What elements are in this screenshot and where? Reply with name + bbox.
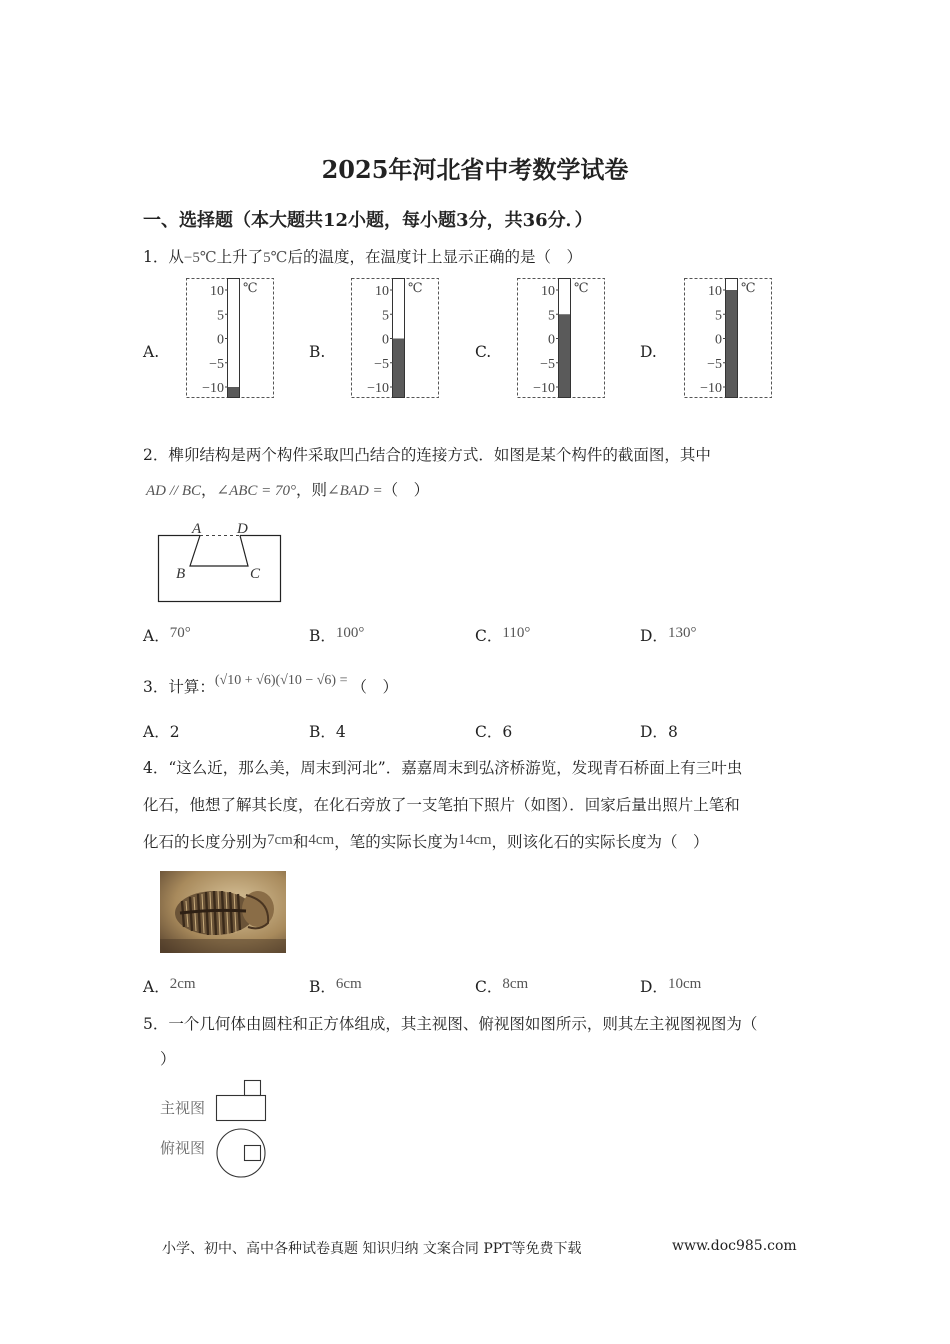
- q2-math-2: ∠ABC = 70°: [216, 483, 297, 499]
- tick-label: −10: [533, 381, 555, 396]
- q4-math-2: 4cm: [308, 832, 335, 848]
- q4-text-3: ，笔的实际长度为: [334, 833, 459, 851]
- page-title: 2025年河北省中考数学试卷: [321, 155, 629, 184]
- q5-line-2: ）: [160, 1050, 176, 1068]
- mercury-column: [393, 339, 404, 398]
- tick-label: 5: [548, 308, 555, 324]
- tick-label: 5: [715, 308, 722, 324]
- thermometer-option-0[interactable]: [186, 278, 274, 398]
- option-value: 2cm: [169, 976, 196, 992]
- option-value: 4: [335, 723, 346, 741]
- unit-label: ℃: [408, 280, 423, 295]
- option-label: A．: [143, 627, 170, 645]
- point-label-c: C: [250, 566, 261, 582]
- q3-option-b[interactable]: [309, 720, 346, 742]
- q1-math-2: 5℃: [263, 250, 288, 266]
- front-view-label: 主视图: [160, 1099, 206, 1117]
- q2-text-3: ，则: [296, 481, 328, 499]
- three-view-diagram: [214, 1078, 270, 1180]
- tenon-diagram: [150, 516, 290, 608]
- option-label: D．: [640, 978, 668, 996]
- tick-label: 0: [217, 332, 224, 348]
- point-label-b: B: [176, 566, 186, 582]
- trilobite-fossil-photo: [160, 871, 286, 953]
- question-number: 2．: [143, 446, 169, 464]
- tick-label: 0: [382, 332, 389, 348]
- q2-text-4: （ ）: [382, 481, 430, 499]
- q1-text-3: 后的温度，在温度计上显示正确的是（ ）: [287, 248, 582, 266]
- option-value: 110°: [502, 625, 531, 641]
- q3-paren: （ ）: [351, 678, 398, 696]
- q1-math-1: −5℃: [183, 250, 217, 266]
- option-value: 10cm: [667, 976, 702, 992]
- q4-option-b[interactable]: [309, 975, 362, 997]
- mercury-column: [228, 387, 239, 397]
- q2-text-2: ，: [201, 481, 217, 499]
- q1-option-label-c[interactable]: C.: [475, 343, 492, 361]
- question-5: [143, 1012, 757, 1034]
- thermometer-option-1[interactable]: [351, 278, 439, 398]
- thermometer-option-2[interactable]: [517, 278, 605, 398]
- q2-text: 榫卯结构是两个构件采取凹凸结合的连接方式．如图是某个构件的截面图，其中: [168, 446, 711, 464]
- q3-option-d[interactable]: [640, 720, 678, 742]
- q1-option-label-b[interactable]: B.: [309, 343, 326, 361]
- tick-label: 10: [210, 284, 224, 299]
- q2-option-c[interactable]: [475, 624, 530, 646]
- option-label: A．: [143, 978, 170, 996]
- unit-label: ℃: [574, 280, 589, 295]
- mercury-column: [559, 314, 570, 397]
- option-label: B．: [309, 723, 336, 741]
- question-number: 5．: [143, 1015, 169, 1033]
- tick-label: −10: [202, 381, 224, 396]
- front-view-cylinder: [217, 1096, 266, 1121]
- question-number: 3．: [143, 678, 169, 696]
- question-2-line-2: [146, 478, 429, 500]
- option-value: 130°: [667, 625, 697, 641]
- top-view-label: 俯视图: [160, 1139, 206, 1157]
- q1-text: 从: [168, 248, 184, 266]
- option-value: 6: [502, 723, 513, 741]
- tick-label: 5: [382, 308, 389, 324]
- question-number: 1．: [143, 248, 169, 266]
- top-view-cylinder: [217, 1129, 265, 1177]
- q1-text-2: 上升了: [216, 248, 264, 266]
- q4-text-2: 和: [292, 833, 309, 851]
- q1-option-label-d[interactable]: D.: [640, 343, 657, 361]
- q4-math-1: 7cm: [267, 832, 293, 848]
- tick-label: 0: [548, 332, 555, 348]
- option-label: C．: [475, 723, 503, 741]
- unit-label: ℃: [741, 280, 756, 295]
- thermometer-option-3[interactable]: [684, 278, 772, 398]
- q4-option-c[interactable]: [475, 975, 528, 997]
- tick-label: 10: [708, 284, 722, 299]
- q2-option-a[interactable]: [143, 624, 191, 646]
- option-label: A．: [143, 723, 170, 741]
- option-label: C．: [475, 978, 503, 996]
- q4-math-3: 14cm: [458, 832, 492, 848]
- q4-text-4: ，则该化石的实际长度为（ ）: [491, 833, 709, 851]
- section-heading: 一、选择题（本大题共12小题，每小题3分，共36分．）: [143, 210, 593, 231]
- q2-option-b[interactable]: [309, 624, 364, 646]
- q3-option-c[interactable]: [475, 720, 512, 742]
- q4-text: 化石的长度分别为: [143, 833, 268, 851]
- q3-option-a[interactable]: [143, 720, 180, 742]
- option-value: 8: [667, 723, 678, 741]
- option-value: 70°: [169, 625, 191, 641]
- thermometer-tube: [228, 279, 240, 398]
- option-value: 6cm: [335, 976, 362, 992]
- q4-line-2: 化石，他想了解其长度，在化石旁放了一支笔拍下照片（如图）．回家后量出照片上笔和: [143, 796, 740, 814]
- option-label: B．: [309, 627, 336, 645]
- option-label: D．: [640, 723, 668, 741]
- footer-url[interactable]: www.doc985.com: [672, 1238, 797, 1254]
- q3-expression: (√10 + √6)(√10 − √6) =: [214, 673, 348, 688]
- question-3: [143, 673, 398, 697]
- tick-label: −5: [209, 356, 224, 372]
- option-label: D．: [640, 627, 668, 645]
- footer-text: 小学、初中、高中各种试卷真题 知识归纳 文案合同 PPT等免费下载: [162, 1241, 582, 1257]
- unit-label: ℃: [243, 280, 258, 295]
- option-label: C．: [475, 627, 503, 645]
- point-label-a: A: [192, 521, 202, 537]
- front-view-cube: [245, 1081, 261, 1096]
- q2-math-1: AD // BC: [146, 483, 201, 499]
- tick-label: −5: [707, 356, 722, 372]
- q4-line-3: [143, 830, 709, 852]
- q2-option-d[interactable]: [640, 624, 696, 646]
- q4-option-a[interactable]: [143, 975, 196, 997]
- question-number: 4．: [143, 759, 169, 777]
- option-value: 100°: [335, 625, 365, 641]
- tick-label: 0: [715, 332, 722, 348]
- point-label-d: D: [237, 521, 248, 537]
- q4-option-d[interactable]: [640, 975, 701, 997]
- mercury-column: [726, 290, 737, 397]
- top-view-cube: [245, 1146, 261, 1161]
- tick-label: 10: [541, 284, 555, 299]
- q5-line-1: 一个几何体由圆柱和正方体组成，其主视图、俯视图如图所示，则其左主视图视图为（: [168, 1015, 758, 1033]
- q4-line-1: “这么近，那么美，周末到河北”．嘉嘉周末到弘济桥游览，发现青石桥面上有三叶虫: [168, 759, 743, 777]
- option-value: 2: [169, 723, 180, 741]
- question-1: [143, 245, 582, 267]
- q1-option-label-a[interactable]: A.: [143, 343, 160, 361]
- tick-label: −5: [374, 356, 389, 372]
- question-2: [143, 443, 711, 465]
- tick-label: 10: [375, 284, 389, 299]
- tick-label: −10: [700, 381, 722, 396]
- q3-text: 计算：: [168, 678, 215, 696]
- question-4: [143, 756, 742, 778]
- tick-label: −10: [367, 381, 389, 396]
- tick-label: 5: [217, 308, 224, 324]
- option-value: 8cm: [502, 976, 529, 992]
- tick-label: −5: [540, 356, 555, 372]
- option-label: B．: [309, 978, 336, 996]
- q2-math-3: ∠BAD =: [327, 483, 383, 499]
